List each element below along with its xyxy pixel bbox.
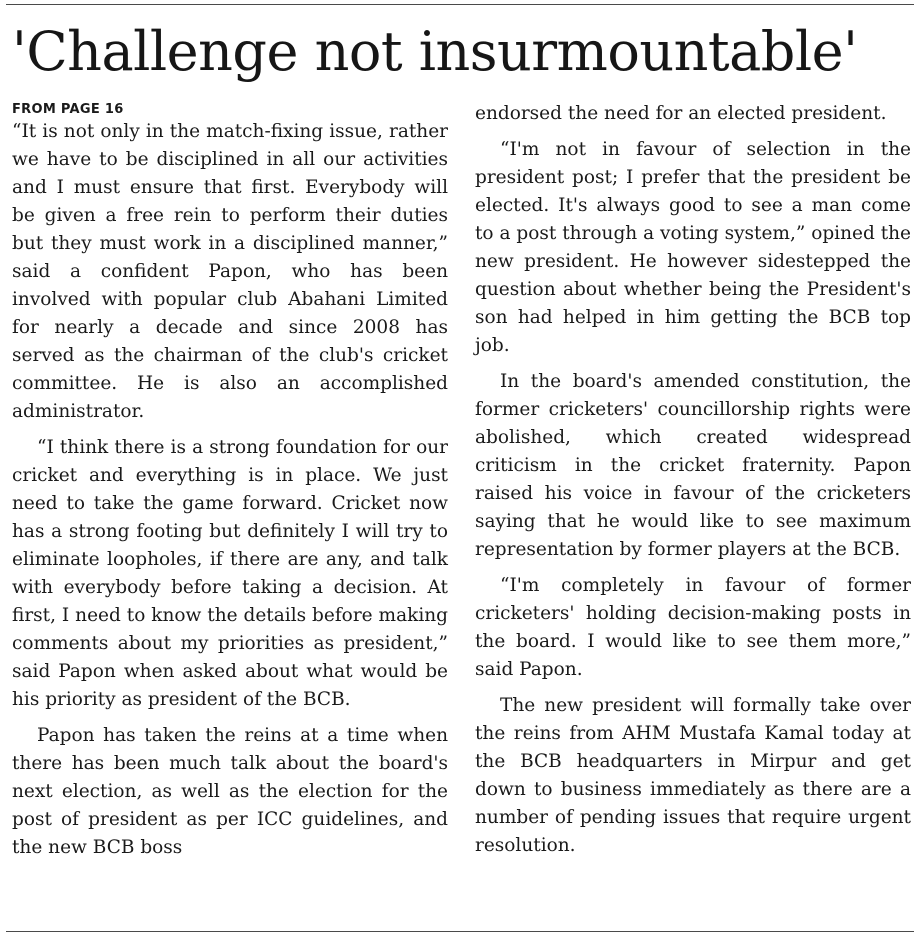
paragraph-continued: endorsed the need for an elected president.	[475, 103, 887, 124]
article-column-left	[12, 102, 448, 862]
jump-line: FROM PAGE 16	[12, 102, 124, 117]
paragraph: “I'm not in favour of selection in the president post; I prefer that the president be elected. It's always good to see a man come to a post through a voting system,” opined the new president. He however sidestepped the question about whether being the President's son had helped in him getting the BCB top job.	[475, 139, 911, 356]
article-column-right	[475, 102, 911, 860]
paragraph: “I'm completely in favour of former cricketers' holding decision-making posts in the board. I would like to see them more,” said Papon.	[475, 575, 911, 680]
paragraph: “I think there is a strong foundation for our cricket and everything is in place. We just need to take the game forward. Cricket now has a strong footing but definitely I will try to eliminate loopholes, if there are any, and talk with everybody before taking a decision. At first, I need to know the details before making comments about my priorities as president,” said Papon when asked about what would be his priority as president of the BCB.	[12, 437, 448, 710]
paragraph: The new president will formally take over the reins from AHM Mustafa Kamal today at the BCB headquarters in Mirpur and get down to business immediately as there are a number of pending issues that require urgent resolution.	[475, 695, 911, 856]
top-rule	[6, 4, 914, 5]
paragraph: Papon has taken the reins at a time when there has been much talk about the board's next election, as well as the election for the post of president as per ICC guidelines, and the new BCB boss	[12, 725, 448, 858]
paragraph: In the board's amended constitution, the former cricketers' councillorship rights were abolished, which created widespread criticism in the cricket fraternity. Papon raised his voice in favour of the cricketers saying that he would like to see maximum representation by former players at the BCB.	[475, 371, 911, 560]
bottom-rule	[6, 931, 914, 932]
headline: 'Challenge not insurmountable'	[12, 20, 858, 83]
paragraph: “It is not only in the match-fixing issue, rather we have to be disciplined in all our activities and I must ensure that first. Everybody will be given a free rein to perform their duties but they must work in a disciplined manner,” said a confident Papon, who has been involved with popular club Abahani Limited for nearly a decade and since 2008 has served as the chairman of the club's cricket committee. He is also an accomplished administrator.	[12, 121, 448, 422]
